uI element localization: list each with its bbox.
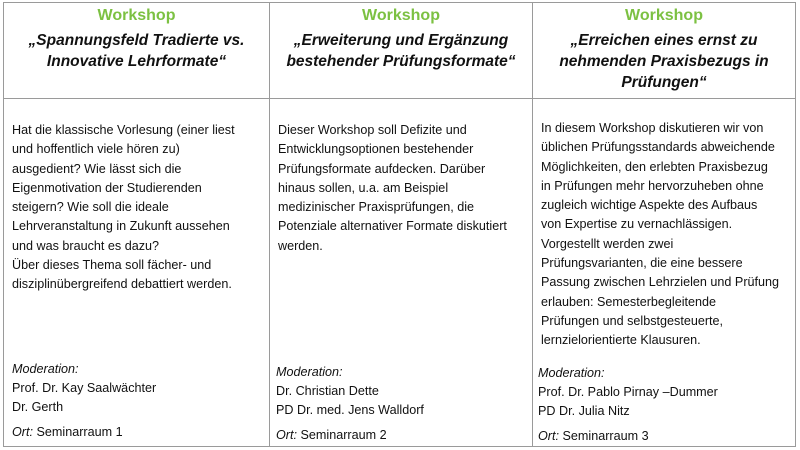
location-label: Ort: <box>276 427 297 442</box>
moderator: Prof. Dr. Pablo Pirnay –Dummer <box>538 385 718 400</box>
moderator: Prof. Dr. Kay Saalwächter <box>12 381 157 396</box>
workshop-title: „Spannungsfeld Tradierte vs. Innovative Lehrformate“ <box>28 32 245 70</box>
moderation-label: Moderation: <box>276 364 343 379</box>
moderator: PD Dr. Julia Nitz <box>538 404 630 419</box>
moderator: Dr. Christian Dette <box>276 384 379 399</box>
location-value: Seminarraum 3 <box>562 428 649 443</box>
workshop-kicker: Workshop <box>625 7 703 24</box>
location-label: Ort: <box>12 424 33 439</box>
workshop-title: „Erweiterung und Ergänzung bestehender Prüfungsformate“ <box>286 32 516 70</box>
workshop-kicker: Workshop <box>97 7 176 24</box>
workshop-description: Dieser Workshop soll Defizite und Entwicklungsoptionen bestehender Prüfungsformate aufdecken. Darüber hinaus sollen, u.a. am Beispiel medizinischer Praxisprüfungen, die Potenziale alternativer Formate diskutiert werden. <box>278 123 507 253</box>
workshop-kicker: Workshop <box>362 7 440 24</box>
workshop-footer <box>538 364 789 446</box>
moderator: Dr. Gerth <box>12 400 64 415</box>
workshop-header <box>4 3 269 99</box>
location <box>276 426 526 445</box>
workshop-header <box>270 3 532 99</box>
workshop-column-3 <box>533 3 795 446</box>
moderation-label: Moderation: <box>538 365 605 380</box>
workshop-column-2 <box>270 3 532 446</box>
workshop-footer <box>12 360 263 442</box>
location-label: Ort: <box>538 428 559 443</box>
location <box>538 427 789 446</box>
workshop-description: Hat die klassische Vorlesung (einer liest und hoffentlich viele hören zu) ausgedient? Wie lässt sich die Eigenmotivation der Studierenden steigern? Wie soll die ideale Lehrveranstaltung in Zukunft aussehen und was braucht es dazu? Über dieses Thema soll fächer- und disziplinübergreifend debattiert werden. <box>12 123 235 292</box>
workshop-description: In diesem Workshop diskutieren wir von üblichen Prüfungsstandards abweichende Möglichkeiten, den erlebten Praxisbezug in Prüfungen mehr hervorzuheben ohne zugleich wichtige Aspekte des Aufbaus von Expertise zu vernachlässigen. Vorgestellt werden zwei Prüfungsvarianten, die eine bessere Passung zwischen Lehrzielen und Prüfung erlauben: Semesterbegleitende Prüfungen und selbstgesteuerte, lernzielorientierte Klausuren. <box>541 121 780 348</box>
moderation-label: Moderation: <box>12 361 79 376</box>
workshop-footer <box>276 363 526 445</box>
location <box>12 423 263 442</box>
location-value: Seminarraum 1 <box>36 424 123 439</box>
workshop-header <box>533 3 795 99</box>
workshop-table <box>3 2 796 447</box>
workshop-column-1 <box>4 3 269 446</box>
moderator: PD Dr. med. Jens Walldorf <box>276 403 424 418</box>
workshop-title: „Erreichen eines ernst zu nehmenden Praxisbezugs in Prüfungen“ <box>559 32 769 91</box>
location-value: Seminarraum 2 <box>300 427 387 442</box>
